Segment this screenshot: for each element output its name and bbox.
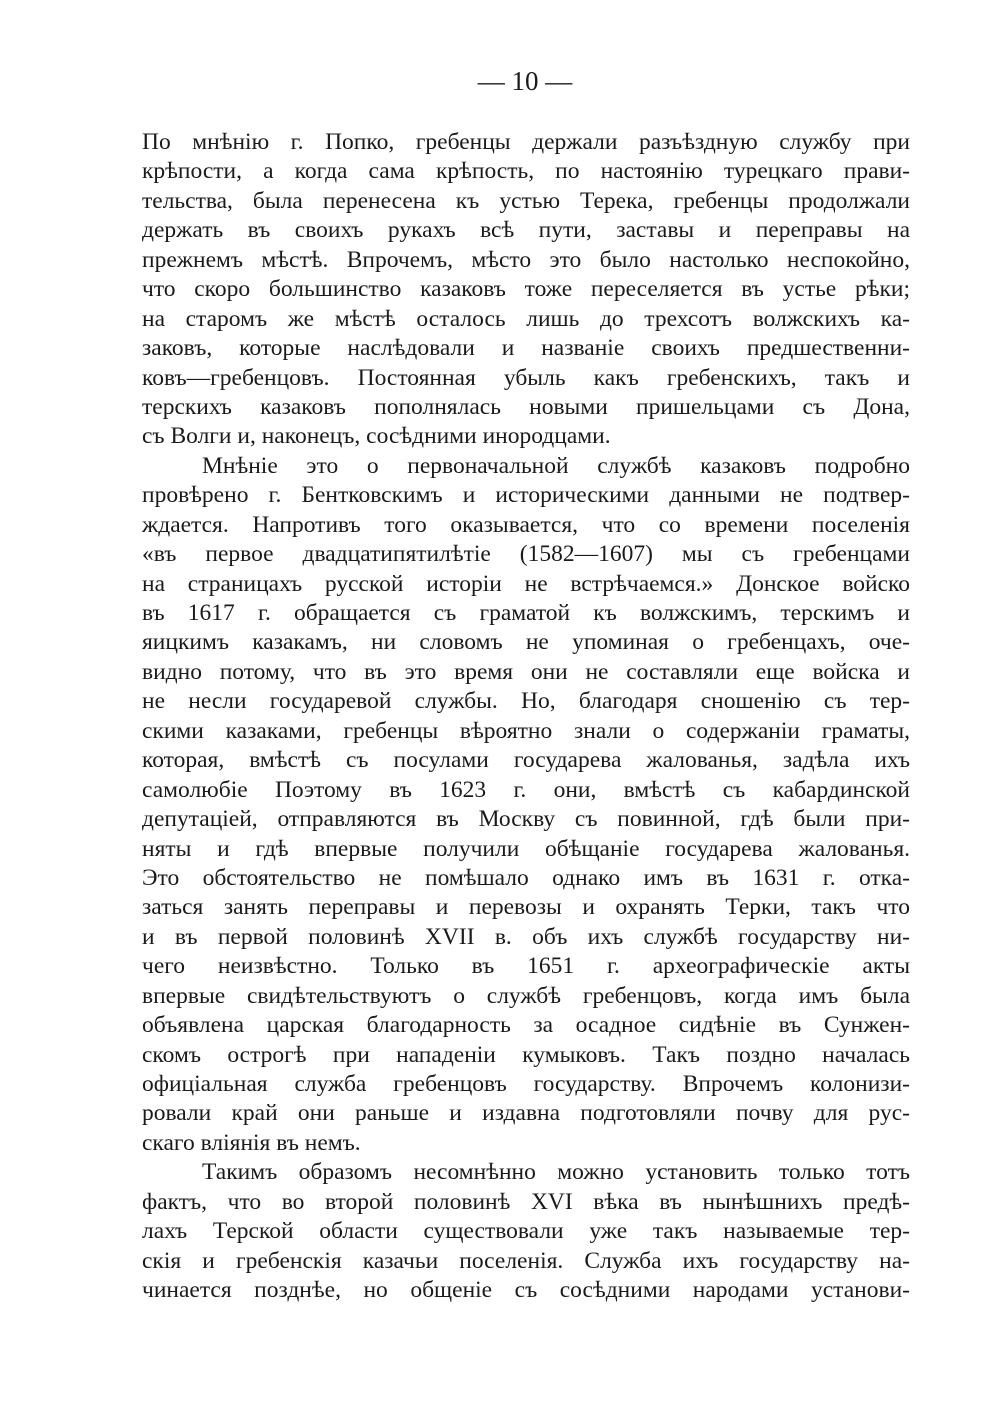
text-line: Такимъ образомъ несомнѣнно можно установить только тотъ <box>202 1159 910 1186</box>
text-line: скаго вліянія въ немъ. <box>142 1129 361 1156</box>
text-line: что скоро большинство казаковъ тоже переселяется въ устье рѣки; <box>142 276 910 303</box>
text-line: скомъ острогѣ при нападеніи кумыковъ. Такъ поздно началась <box>142 1041 910 1068</box>
text-line: которая, вмѣстѣ съ посулами государева жалованья, задѣла ихъ <box>142 747 910 774</box>
text-line: прежнемъ мѣстѣ. Впрочемъ, мѣсто это было настолько неспокойно, <box>142 246 910 273</box>
text-line: скими казаками, гребенцы вѣроятно знали о содержаніи граматы, <box>142 717 910 744</box>
text-line: По мнѣнію г. Попко, гребенцы держали разъѣздную службу при <box>142 129 910 155</box>
text-line: заться занять переправы и перевозы и охранять Терки, такъ что <box>142 894 910 921</box>
text-line: видно потому, что въ это время они не составляли еще войска и <box>142 658 910 685</box>
text-line: скія и гребенскія казачьи поселенія. Служба ихъ государству на- <box>142 1247 910 1274</box>
text-line: не несли государевой службы. Но, благодаря сношенію съ тер- <box>142 688 910 715</box>
text-line: самолюбіе Поэтому въ 1623 г. они, вмѣстѣ съ кабардинской <box>142 776 910 803</box>
text-line: офиціальная служба гребенцовъ государству. Впрочемъ колонизи- <box>142 1071 910 1097</box>
paragraph <box>142 1158 910 1305</box>
text-line: ковъ—гребенцовъ. Постоянная убыль какъ гребенскихъ, такъ и <box>142 364 910 391</box>
text-line: чинается позднѣе, но общеніе съ сосѣдними народами установи- <box>142 1277 910 1304</box>
text-line: провѣрено г. Бентковскимъ и историческими данными не подтвер- <box>142 482 910 509</box>
text-line: терскихъ казаковъ пополнялась новыми пришельцами съ Дона, <box>142 393 910 420</box>
text-line: чего неизвѣстно. Только въ 1651 г. археографическіе акты <box>142 953 910 980</box>
text-line: ровали край они раньше и издавна подготовляли почву для рус- <box>142 1100 910 1127</box>
page-number: — 10 — <box>477 66 573 96</box>
text-line: «въ первое двадцатипятилѣтіе (1582—1607) мы съ гребенцами <box>142 541 910 568</box>
paragraph <box>142 128 910 452</box>
text-line: на страницахъ русской исторіи не встрѣчаемся.» Донское войско <box>142 570 910 597</box>
text-line: фактъ, что во второй половинѣ XVI вѣка въ нынѣшнихъ предѣ- <box>142 1188 910 1215</box>
text-line: тельства, была перенесена къ устью Терека, гребенцы продолжали <box>142 187 910 214</box>
text-line: Это обстоятельство не помѣшало однако имъ въ 1631 г. отка- <box>142 864 910 891</box>
text-line: лахъ Терской области существовали уже такъ называемые тер- <box>142 1218 910 1245</box>
text-line: и въ первой половинѣ XVII в. объ ихъ службѣ государству ни- <box>142 923 910 950</box>
text-line: на старомъ же мѣстѣ осталось лишь до трехсотъ волжскихъ ка- <box>142 305 910 332</box>
text-line: съ Волги и, наконецъ, сосѣдними инородцами. <box>142 423 611 450</box>
text-line: няты и гдѣ впервые получили обѣщаніе государева жалованья. <box>142 835 910 862</box>
text-line: депутаціей, отправляются въ Москву съ повинной, гдѣ были при- <box>142 806 910 833</box>
body-text <box>142 128 910 1306</box>
text-line: впервые свидѣтельствуютъ о службѣ гребенцовъ, когда имъ была <box>142 982 910 1009</box>
text-line: яицкимъ казакамъ, ни словомъ не упоминая о гребенцахъ, оче- <box>142 629 910 656</box>
text-line: держать въ своихъ рукахъ всѣ пути, заставы и переправы на <box>142 217 910 244</box>
text-line: Мнѣніе это о первоначальной службѣ казаковъ подробно <box>202 452 910 479</box>
text-line: крѣпости, а когда сама крѣпость, по настоянію турецкаго прави- <box>142 158 910 185</box>
text-line: въ 1617 г. обращается съ граматой къ волжскимъ, терскимъ и <box>142 600 910 626</box>
text-line: объявлена царская благодарность за осадное сидѣніе въ Сунжен- <box>142 1012 910 1039</box>
paragraph <box>142 452 910 1159</box>
text-line: заковъ, которые наслѣдовали и названіе своихъ предшественни- <box>142 335 910 362</box>
text-line: ждается. Напротивъ того оказывается, что со времени поселенія <box>142 511 910 538</box>
